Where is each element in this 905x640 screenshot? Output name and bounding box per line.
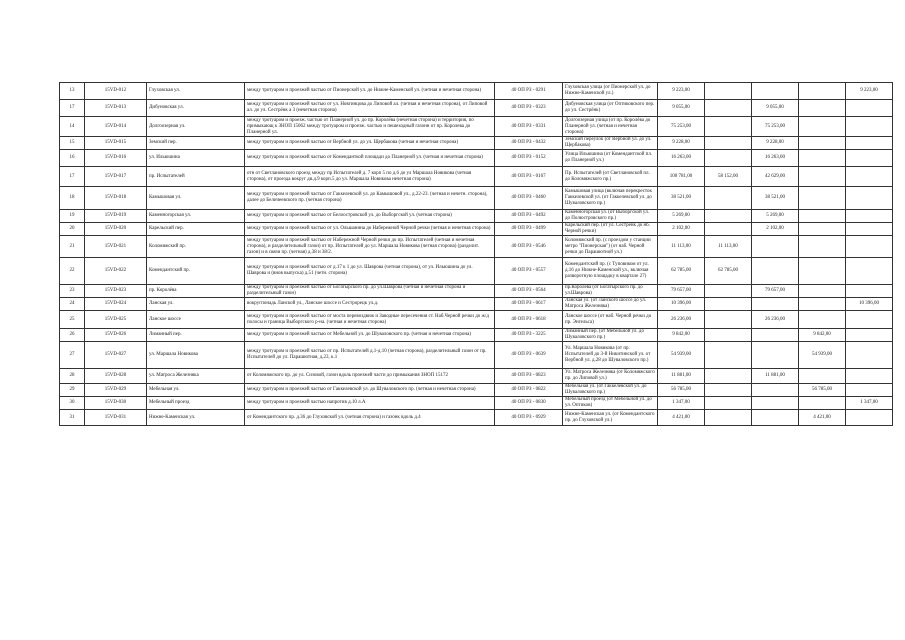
area-total: 9 228,00 [658,137,705,150]
street-name: Лиманный пер. [147,329,245,342]
register-table [59,82,893,426]
table-row [60,258,893,285]
area-value-4 [846,167,893,187]
road-registry-number: 40 ОП РЗ - 0564 [495,285,563,298]
row-number: 17 [60,167,85,187]
area-value-2 [752,258,799,285]
object-code: 15VD-022 [85,258,147,285]
area-value-2: 9 055,00 [752,100,799,117]
area-value-2 [752,329,799,342]
area-total: 4 421,00 [658,410,705,426]
location-description: между тротуаром и проезжей частью от Гаккелевской ул. до Шуваловского пр. (четная и нечетная сторона) [245,384,495,397]
object-code: 15VD-018 [85,187,147,210]
table-row [60,150,893,167]
road-registry-number: 40 ОП РЗ - 3225 [495,329,563,342]
row-number: 28 [60,369,85,384]
area-value-1 [705,329,752,342]
area-value-1 [705,285,752,298]
area-total: 79 657,00 [658,285,705,298]
table-row [60,117,893,137]
road-registry-number: 40 ОП РЗ - 0823 [495,369,563,384]
table-row [60,210,893,223]
row-number: 26 [60,329,85,342]
area-value-1 [705,117,752,137]
area-value-2 [752,298,799,311]
area-value-3 [799,210,846,223]
object-code: 15VD-021 [85,236,147,258]
road-registry-number: 40 ОП РЗ - 0167 [495,167,563,187]
area-total: 9 842,00 [658,329,705,342]
table-row [60,311,893,329]
road-section: Камышовая улица (включая перекресток Гаккелевской ул. (от Гаккелевской ул. до Шуваловского пр.) [563,187,658,210]
table-row [60,236,893,258]
road-section: пр.Королёва (от Богатырского пр. до ул.Шаврова) [563,285,658,298]
location-description: между тротуаром и проезжей частью от моста перевоздвиж и Заводные пересечения ст. Наб.Черной речки до ж/д полосы и граница Выборгского р-на. (четная и нечетная сторона) [245,311,495,329]
area-value-3 [799,258,846,285]
row-number: 21 [60,236,85,258]
area-value-4 [846,410,893,426]
street-name: Ланское шоссе [147,311,245,329]
row-number: 25 [60,311,85,329]
table-row [60,397,893,410]
road-section: Каменногорская ул. (от Выборгской ул. до Полюстровского пр.) [563,210,658,223]
area-value-2 [752,384,799,397]
area-total: 56 785,00 [658,384,705,397]
table-row [60,369,893,384]
street-name: пр. Королёва [147,285,245,298]
object-code: 15VD-031 [85,410,147,426]
road-section: Ланская ул. (от Ланского шоссе до ул. Матроса Железняка) [563,298,658,311]
road-section: Карельский пер. (от ул. Сестрёнк до нб. Черной речки) [563,223,658,236]
street-name: Земский пер. [147,137,245,150]
area-total: 9 055,00 [658,100,705,117]
road-section: Земский переулок (от Вербной ул. до ул. Щербакова) [563,137,658,150]
table-row [60,167,893,187]
area-value-1 [705,384,752,397]
area-value-1 [705,397,752,410]
road-section: Лиманный пер. (от Мебельной ул. до Шуваловского пр.) [563,329,658,342]
area-value-3 [799,83,846,100]
area-value-2: 2 102,00 [752,223,799,236]
location-description: между тротуаром и проезж. частью от Планерной ул. до пр. Королёва (нечетная сторона) и территория, по примыкающ к ЗНОП 15062 между тротуаром и проезж. частью и пешеходный газонн от пр. Королева до Планерной ул. [245,117,495,137]
object-code: 15VD-025 [85,311,147,329]
area-value-3 [799,100,846,117]
area-total: 5 269,00 [658,210,705,223]
road-section: Ул. Маршала Новикова (от пр. Испытателей до 3-й Никитинской ул. от Вербной ул. д.28 до Шуваловского пр.) [563,342,658,369]
area-value-2 [752,236,799,258]
object-code: 15VD-023 [85,285,147,298]
area-value-4 [846,210,893,223]
area-total: 2 102,00 [658,223,705,236]
area-total: 9 223,00 [658,83,705,100]
area-total: 62 785,00 [658,258,705,285]
area-value-4 [846,285,893,298]
table-row [60,137,893,150]
street-name: ул. Матроса Железняка [147,369,245,384]
object-code: 15VD-014 [85,117,147,137]
area-value-1 [705,83,752,100]
area-total: 1 347,00 [658,397,705,410]
location-description: вокругпонадь Ланской ул., Ланское шоссе и Сестрорецк ул.д. [245,298,495,311]
area-total: 38 521,00 [658,187,705,210]
area-total: 75 253,00 [658,117,705,137]
area-value-3 [799,117,846,137]
area-value-1 [705,369,752,384]
table-row [60,329,893,342]
area-value-1: 58 152,00 [705,167,752,187]
table-row [60,410,893,426]
table-row [60,83,893,100]
area-value-4 [846,223,893,236]
row-number: 19 [60,210,85,223]
road-registry-number: 40 ОП РЗ - 0331 [495,117,563,137]
location-description: между тротуаром и проезжей частью от Белоостровской ул. до Выборгской ул. (четная сторона) [245,210,495,223]
road-registry-number: 40 ОП РЗ - 0291 [495,83,563,100]
road-section: Улица Ильюшина (от Комендантской пл. до Планерной ул.) [563,150,658,167]
row-number: 31 [60,410,85,426]
table-row [60,384,893,397]
object-code: 15VD-030 [85,397,147,410]
area-value-1 [705,298,752,311]
area-value-2: 5 269,00 [752,210,799,223]
street-name: Камышовая ул. [147,187,245,210]
road-section: Долгоозерная улица (от пр. Королёва до Планерной ул. (четная и нечетная сторона) [563,117,658,137]
road-section: Глуховская улица (от Пионерской ул. до Нижне-Каменской ул.) [563,83,658,100]
area-value-4 [846,369,893,384]
table-row [60,187,893,210]
row-number: 16 [60,150,85,167]
area-value-3 [799,369,846,384]
location-description: между тротуаром и проезжей частью от д.17 к 1 до ул. Шаврова (четная сторона), от ул. Ильюшина до ул. Шаврова и (внов выпуска) д.51 (четн. сторона) [245,258,495,285]
area-total: 11 881,00 [658,369,705,384]
area-value-4 [846,329,893,342]
object-code: 15VD-027 [85,342,147,369]
location-description: отн от Светлановского проезд между пр Испытателей д. 7 корп 5 по д.6 до ул Маршала Новикова (четная сторона), от проезда вокруг дв.д.9 корп.5 до ул. Маршала Новикова нечетная сторона) [245,167,495,187]
road-registry-number: 40 ОП РЗ - 0639 [495,342,563,369]
area-value-1: 11 113,00 [705,236,752,258]
area-value-1 [705,100,752,117]
road-registry-number: 40 ОП РЗ - 0492 [495,210,563,223]
road-section: Дибуновская улица (от Оптиковского пер. до ул. Сестрёнк) [563,100,658,117]
area-total: 54 939,00 [658,342,705,369]
object-code: 15VD-020 [85,223,147,236]
area-total: 10 396,00 [658,298,705,311]
area-value-3: 54 939,00 [799,342,846,369]
location-description: между тротуаром и проезжей частью от ул. Ольшанина до Набережной Черной речки (четная и нечетная сторона) [245,223,495,236]
road-section: Мебельный проезд (от Мебельной ул. до ул. Оптиков) [563,397,658,410]
area-total: 26 236,00 [658,311,705,329]
row-number: 24 [60,298,85,311]
row-number: 18 [60,187,85,210]
area-value-3 [799,150,846,167]
row-number: 20 [60,223,85,236]
row-number: 23 [60,285,85,298]
road-registry-number: 40 ОП РЗ - 0323 [495,100,563,117]
street-name: Глуховская ул. [147,83,245,100]
location-description: между тротуаром и проезжей частью от Пионерской ул. до Нижне-Каменской ул. (четная и нечетная сторона) [245,83,495,100]
table-row [60,100,893,117]
location-description: между тротуаром и проезжей частью от Коменданткой площади до Планерной ул. (четная и нечетная сторона) [245,150,495,167]
area-value-4 [846,342,893,369]
street-name: Карельский пер. [147,223,245,236]
road-registry-number: 40 ОП РЗ - 0830 [495,397,563,410]
area-value-3 [799,137,846,150]
road-registry-number: 40 ОП РЗ - 0822 [495,384,563,397]
row-number: 27 [60,342,85,369]
area-value-4 [846,236,893,258]
street-name: Долгоозерная ул. [147,117,245,137]
road-registry-number: 40 ОП РЗ - 0152 [495,150,563,167]
street-name: Нижне-Каменская ул. [147,410,245,426]
road-registry-number: 40 ОП РЗ - 0432 [495,137,563,150]
street-name: Комендантский пр. [147,258,245,285]
road-registry-number: 40 ОП РЗ - 0929 [495,410,563,426]
area-value-4 [846,117,893,137]
road-registry-number: 40 ОП РЗ - 0617 [495,298,563,311]
table-row [60,298,893,311]
area-value-3: 9 842,00 [799,329,846,342]
street-name: Коломяжский пр. [147,236,245,258]
area-value-1 [705,137,752,150]
area-total: 16 263,00 [658,150,705,167]
row-number: 29 [60,384,85,397]
street-name: ул. Ильюшина [147,150,245,167]
area-value-4: 9 223,00 [846,83,893,100]
area-value-4 [846,150,893,167]
object-code: 15VD-026 [85,329,147,342]
area-value-2 [752,342,799,369]
area-value-3 [799,311,846,329]
road-section: Ланское шоссе (от наб. Черной речки до пр. Энгельса) [563,311,658,329]
location-description: между тротуаром и проезжей частью от Гаккелевской ул. до Камышовой ул., д.22-23. (четная и нечетн. сторона), далее до Беличеевского пр. (четная сторона) [245,187,495,210]
road-section: Коломяжский пр. (с проездом у станции метро "Пионерская") (от наб. Черной речки до Парашютной ул.) [563,236,658,258]
area-value-4 [846,258,893,285]
table-row [60,342,893,369]
area-value-2 [752,83,799,100]
road-section: Нижне-Каменская ул. (от Комендантского пр. до Глуховской ул.) [563,410,658,426]
area-value-1 [705,187,752,210]
area-value-4: 1 347,00 [846,397,893,410]
object-code: 15VD-019 [85,210,147,223]
road-section: Ул. Матроса Железняка (от Коломяжского пр. до Липовой ул.) [563,369,658,384]
area-value-4 [846,311,893,329]
street-name: пр. Испытателей [147,167,245,187]
street-name: ул. Маршала Новикова [147,342,245,369]
object-code: 15VD-029 [85,384,147,397]
object-code: 15VD-013 [85,100,147,117]
row-number: 22 [60,258,85,285]
street-name: Каменногорская ул. [147,210,245,223]
area-value-3 [799,187,846,210]
area-value-2 [752,410,799,426]
area-value-2: 79 657,00 [752,285,799,298]
register-table-body [60,83,893,426]
road-registry-number: 40 ОП РЗ - 0546 [495,236,563,258]
area-value-3 [799,167,846,187]
row-number: 13 [60,83,85,100]
area-value-1 [705,410,752,426]
object-code: 15VD-015 [85,137,147,150]
road-registry-number: 40 ОП РЗ - 0618 [495,311,563,329]
location-description: между тротуаром и проезжей частью от пр. Испытателей д.1-д.10 (четная сторона), разделительный газон от пр. Испытателей до ул. Парашютная, д.23, к.1 [245,342,495,369]
road-registry-number: 40 ОП РЗ - 0460 [495,187,563,210]
street-name: Дибуновская ул. [147,100,245,117]
location-description: от Комендантского пр. д.36 до Глуховской ул. (четная сторона) и газонк вдоль д.4 [245,410,495,426]
location-description: между тротуаром и проезжей частью от Вербной ул. до ул. Щербакова (четная и нечетная сторона) [245,137,495,150]
street-name: Мебельная ул. [147,384,245,397]
area-value-1 [705,311,752,329]
location-description: между тротуаром и проезжей частью от Богатырского пр. до ул.Шаврова (четная и нечетная сторона и разделительный газон) [245,285,495,298]
road-registry-number: 40 ОП РЗ - 0557 [495,258,563,285]
area-value-4: 10 396,00 [846,298,893,311]
area-total: 100 781,00 [658,167,705,187]
location-description: от Коломяжского пр. до ул. Сизовой, газон вдоль проезжей части до примыкания ЗНОП 15172 [245,369,495,384]
row-number: 15 [60,137,85,150]
object-code: 15VD-024 [85,298,147,311]
table-row [60,285,893,298]
area-value-4 [846,187,893,210]
area-value-3: 4 421,00 [799,410,846,426]
area-value-4 [846,137,893,150]
street-name: Мебельный проезд [147,397,245,410]
location-description: между тротуаром и проезжей частью от Мебельной ул. до Шуваловского пр. (четная и нечетная сторона) [245,329,495,342]
location-description: между тротуаром и проезжей частью от ул. Новгинцова до Липовой ал. (четная и нечетная сторона), от Липовой ал. до ул. Сестрёнк а 3 (нечетная сторона) [245,100,495,117]
area-value-1 [705,210,752,223]
row-number: 14 [60,117,85,137]
area-value-2: 11 881,00 [752,369,799,384]
area-value-1 [705,150,752,167]
area-value-2: 42 629,00 [752,167,799,187]
area-value-3: 56 785,00 [799,384,846,397]
road-registry-number: 40 ОП РЗ - 0499 [495,223,563,236]
row-number: 30 [60,397,85,410]
area-value-4 [846,384,893,397]
location-description: между тротуаром и проезжей частью напротив д.10 л.А [245,397,495,410]
area-value-4 [846,100,893,117]
area-value-2: 38 521,00 [752,187,799,210]
area-value-3 [799,236,846,258]
object-code: 15VD-028 [85,369,147,384]
area-value-3 [799,285,846,298]
area-value-2: 16 263,00 [752,150,799,167]
area-value-3 [799,397,846,410]
row-number: 17 [60,100,85,117]
object-code: 15VD-016 [85,150,147,167]
area-value-1 [705,223,752,236]
area-value-2: 26 236,00 [752,311,799,329]
location-description: между тротуаром и проезжей частью от Набережной Черной речки до пр. Испытателей (четная и нечетная сторона), и разделительный газон) от пр. Испытателей до ул. Маршала Новикова (четная сторона) (разделит. газон) и в связи пр. (четная) д.38 и 38/2. [245,236,495,258]
area-value-2 [752,397,799,410]
area-value-1: 62 785,00 [705,258,752,285]
object-code: 15VD-012 [85,83,147,100]
road-section: Мебельная ул. (от Гаккелевской ул. до Шуваловского пр.) [563,384,658,397]
area-total: 11 113,00 [658,236,705,258]
street-name: Ланская ул. [147,298,245,311]
area-value-1 [705,342,752,369]
area-value-2: 75 253,00 [752,117,799,137]
area-value-3 [799,298,846,311]
road-section: Комендантский пр. (с Туповиком от ул. д.16 до Нижне-Каменской ул., включая разворотную площадку в квартале 27) [563,258,658,285]
table-row [60,223,893,236]
area-value-2: 9 228,00 [752,137,799,150]
area-value-3 [799,223,846,236]
object-code: 15VD-017 [85,167,147,187]
road-section: Пр. Испытателей (от Светлановской пл. до Коломяжского пр.) [563,167,658,187]
